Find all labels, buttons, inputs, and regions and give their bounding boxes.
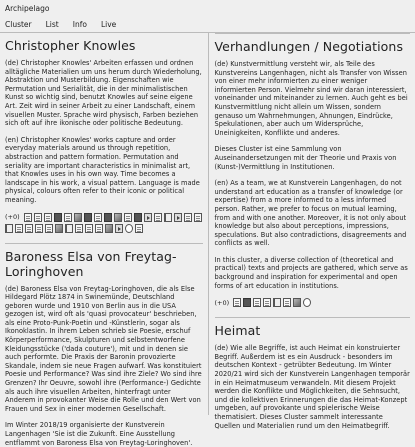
cluster-title[interactable]: Heimat — [215, 323, 411, 338]
image-icon[interactable] — [105, 224, 113, 233]
item-count: (+0) — [215, 299, 230, 307]
document-icon[interactable] — [154, 213, 162, 222]
document-icon[interactable] — [233, 298, 241, 307]
document-icon[interactable] — [44, 213, 52, 222]
document-icon[interactable] — [35, 224, 43, 233]
left-column — [0, 32, 208, 415]
site-header — [0, 0, 415, 32]
image-icon[interactable] — [84, 213, 92, 222]
nav-cluster[interactable]: Cluster — [5, 20, 32, 30]
nav-list[interactable]: List — [46, 20, 59, 30]
document-icon[interactable] — [263, 298, 271, 307]
cluster-text-de: Im Winter 2018/19 organisierte der Kunstverein Langenhagen 'Sie ist die Zukunft. Eine Ausstellung entflammt von Baroness Elsa von Freytag-Loringhoven'. — [5, 421, 203, 447]
document-icon[interactable] — [253, 298, 261, 307]
document-icon[interactable] — [75, 224, 83, 233]
book-icon[interactable] — [273, 298, 281, 307]
cluster-text-en: (en) Christopher Knowles' works capture and order everyday materials around us through repetition, abstraction and pattern formation. Permutation and seriality are important characteristics in minimalist art, that Knowles uses in his own way. Time becomes a landscape in his work, a visual pattern. Language is made physical, colours often refer to their iconic or political meaning. — [5, 136, 203, 205]
document-icon[interactable] — [95, 224, 103, 233]
cluster-text-de: (de) Wie alle Begriffe, ist auch Heimat ein konstruierter Begriff. Außerdem ist es ein Ausdruck - besonders im deutschen Kontext - getrübter Bedeutung. Im Winter 2020/21 wird sich der Kunstverein Langenhagen temporär in ein Heimatmuseum verwandeln. Mit diesem Projekt werden die Konflikte und Möglichkeiten, die Sehnsucht, und die kollektiven Erinnerungen die das Heimat-Konzept umgeben, auf provokante und spielerische Weise thematisiert. Dieses Cluster sammelt interessante Quellen und Materialien rund um den Heimatbegriff. — [215, 344, 411, 430]
item-count: (+0) — [5, 213, 20, 221]
cluster-items — [5, 213, 203, 233]
image-icon[interactable] — [54, 213, 62, 222]
cluster-items — [215, 298, 411, 307]
cluster-text-de: Dieses Cluster ist eine Sammlung von Auseinandersetzungen mit der Theorie und Praxis von (Kunst-)Vermittlung in Institutionen. — [215, 145, 411, 171]
document-icon[interactable] — [184, 213, 192, 222]
image-icon[interactable] — [134, 213, 142, 222]
cluster-title[interactable]: Verhandlungen / Negotiations — [215, 39, 411, 54]
site-title[interactable]: Archipelago — [5, 4, 410, 14]
book-icon[interactable] — [164, 213, 172, 222]
document-icon[interactable] — [64, 213, 72, 222]
audio-icon[interactable] — [303, 298, 311, 307]
document-icon[interactable] — [15, 224, 23, 233]
cluster-text-en: (en) As a team, we at Kunstverein Langenhagen, do not understand art education as a transfer of knowledge (or expertise) from a more informed to a less informed person. Rather, we prefer to focus on mutual learning, from and with one another. Moreover, it is not only about knowledge but also about perceptions, impressions, speculations. But also contradictions, disagreements and conflicts as well. — [215, 179, 411, 248]
document-icon[interactable] — [135, 224, 143, 233]
document-icon[interactable] — [94, 213, 102, 222]
document-icon[interactable] — [45, 224, 53, 233]
image-icon[interactable] — [293, 298, 301, 307]
column-divider — [208, 33, 209, 415]
nav-info[interactable]: Info — [73, 20, 87, 30]
video-icon[interactable] — [144, 213, 152, 222]
document-icon[interactable] — [24, 213, 32, 222]
cluster-title[interactable]: Baroness Elsa von Freytag-Loringhoven — [5, 249, 203, 279]
document-icon[interactable] — [34, 213, 42, 222]
cluster-verhandlungen[interactable] — [215, 33, 411, 307]
nav-live[interactable]: Live — [101, 20, 116, 30]
image-icon[interactable] — [243, 298, 251, 307]
audio-icon[interactable] — [125, 224, 133, 233]
cluster-title[interactable]: Christopher Knowles — [5, 38, 203, 53]
cluster-text-de: (de) Baroness Elsa von Freytag-Loringhoven, die als Else Hildegard Plötz 1874 in Swinemünde, Deutschland geboren wurde und 1910 von Berlin aus in die USA gezogen ist, wird oft als 'quasi provocateur' beschrieben, als eine Proto-Punk-Poetin und -Künstlerin, sogar als Ikonoklastin. In ihrem Leben schrieb sie Poesie, erschuf Körperperformance, Skulpturen und selbstentworfene Kleidungsstücke ('dada couture'), mit und in denen sie auch performte. Die Praxis der Baronin provozierte Skandale, indem sie neue Fragen aufwarf. Was konstituiert Poesie und Performance? Was sind ihre Ziele? Wo sind ihre Grenzen? Ihr Oeuvre, sowohl ihre (Performance-) Gedichte als auch ihre visuellen Arbeiten, hinterfragt unter Anderem in provokanter Weise die Rolle und den Wert von Frauen und Sex in einer modernen Gesellschaft. — [5, 285, 203, 414]
video-icon[interactable] — [115, 224, 123, 233]
book-icon[interactable] — [5, 224, 13, 233]
cluster-text-en: In this cluster, a diverse collection of (theoretical and practical) texts and projects are gathered, which serve as background and inspiration for experimental and open forms of art education in institutions. — [215, 256, 411, 290]
image-icon[interactable] — [104, 213, 112, 222]
main-nav — [5, 20, 410, 30]
document-icon[interactable] — [124, 213, 132, 222]
cluster-text-de: (de) Kunstvermittlung versteht wir, als Teile des Kunstvereins Langenhagen, nicht als Transfer von Wissen von einer mehr informierten zu einer weniger informierten Person. Vielmehr sind wir daran interessiert, voneinander und miteinander zu lernen. Auch geht es bei Kunstvermittlung nicht allein um Wissen, sondern genauso um Wahrnehmungen, Ahnungen, Eindrücke, Spekulationen, aber auch um Widersprüche, Uneinigkeiten, Konflikte und anderes. — [215, 60, 411, 137]
image-icon[interactable] — [114, 213, 122, 222]
video-icon[interactable] — [174, 213, 182, 222]
image-icon[interactable] — [55, 224, 63, 233]
document-icon[interactable] — [25, 224, 33, 233]
cluster-heimat[interactable] — [215, 317, 411, 430]
cluster-text-de: (de) Christopher Knowles' Arbeiten erfassen und ordnen alltägliche Materialien um uns herum durch Wiederholung, Abstraktion und Musterbildung. Eigenschaften wie Permutation und Serialität, die in der minimalistischen Kunst so wichtig sind, benutzt Knowles auf seine eigene Art. Zeit wird in seiner Arbeit zu einer Landschaft, einem visuellen Muster. Sprache wird physisch, Farben beziehen sich oft auf ihre ikonische oder politische Bedeutung. — [5, 59, 203, 128]
document-icon[interactable] — [283, 298, 291, 307]
document-icon[interactable] — [85, 224, 93, 233]
document-icon[interactable] — [194, 213, 202, 222]
cluster-columns — [0, 32, 415, 415]
cluster-elsa-von-freytag-loringhoven[interactable] — [5, 243, 203, 447]
right-column — [208, 32, 415, 415]
book-icon[interactable] — [65, 224, 73, 233]
cluster-christopher-knowles[interactable] — [5, 38, 203, 233]
image-icon[interactable] — [74, 213, 82, 222]
